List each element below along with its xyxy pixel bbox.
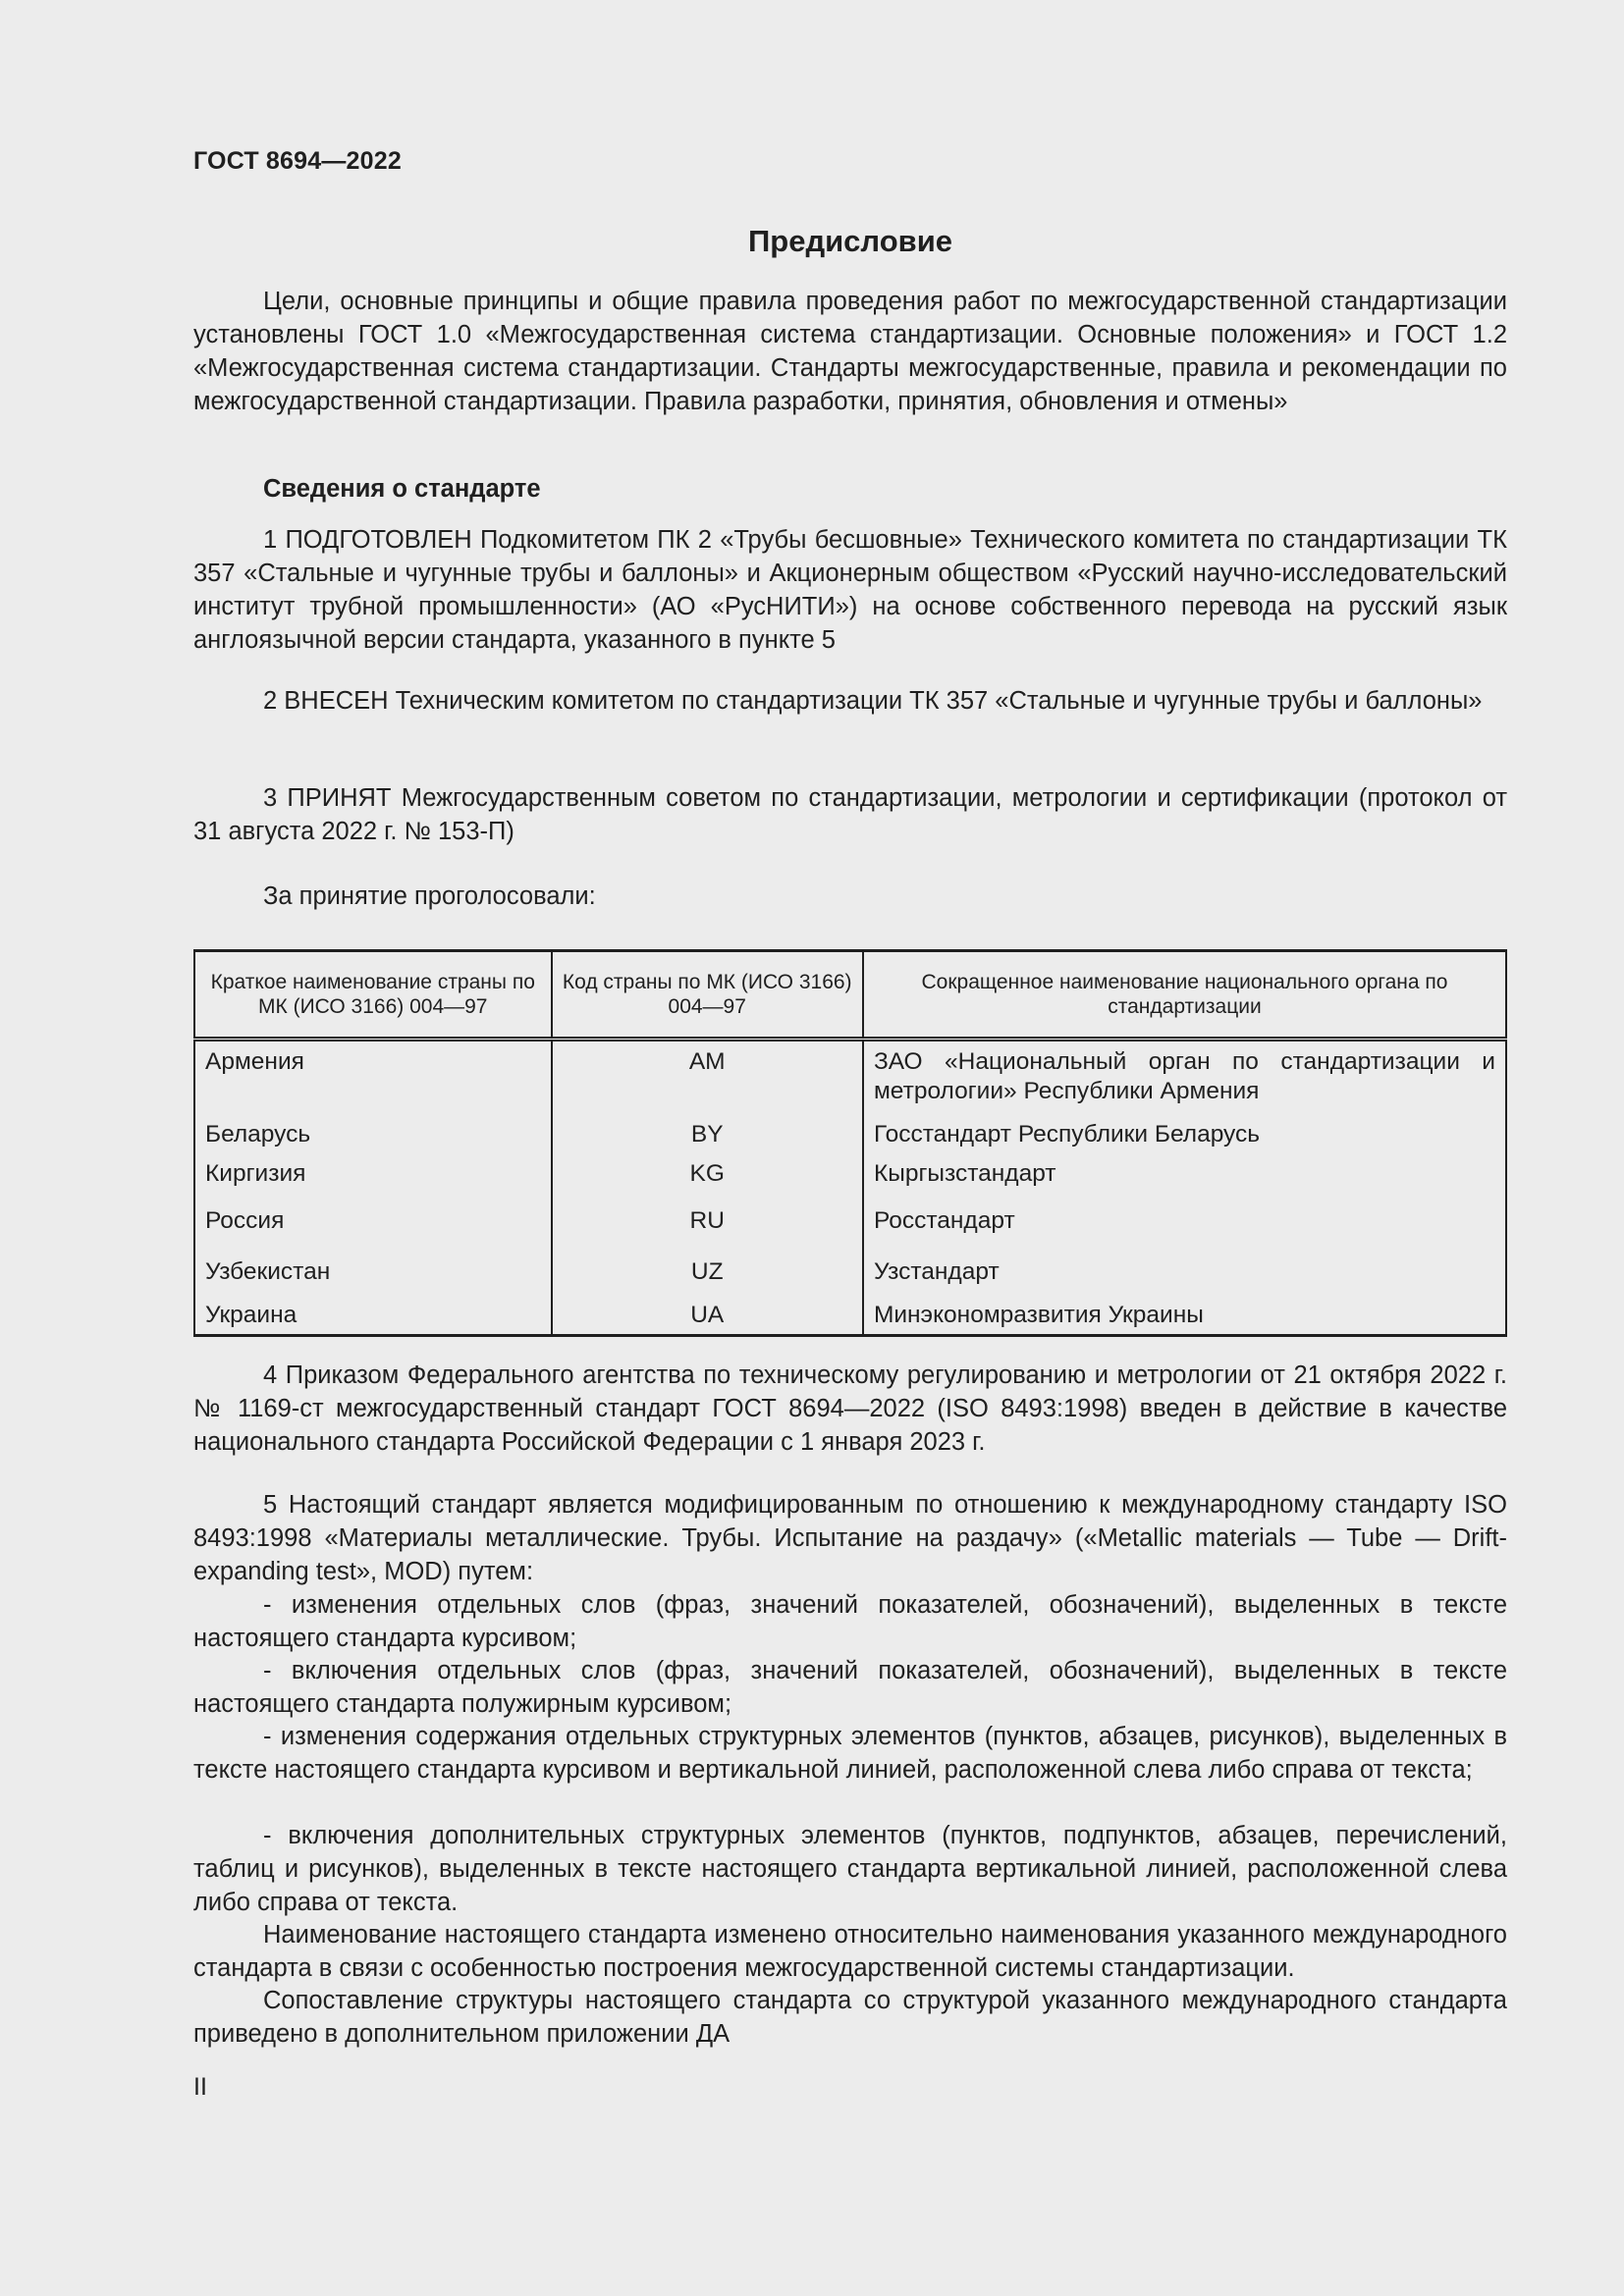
country-cell: Армения xyxy=(194,1040,552,1120)
list-item: - включения дополнительных структурных элементов (пунктов, подпунктов, абзацев, перечислений, таблиц и рисунков), выделенных в тексте настоящего стандарта вертикальной линией, расположенной слева либо справа от текста. xyxy=(193,1822,1507,1916)
code-cell: KG xyxy=(552,1159,863,1206)
paragraph-structure: Сопоставление структуры настоящего стандарта со структурой указанного международного стандарта приведено в дополнительном приложении ДА xyxy=(193,1987,1507,2048)
country-cell: Россия xyxy=(194,1206,552,1257)
country-cell: Беларусь xyxy=(194,1120,552,1159)
table-row xyxy=(194,1120,1506,1159)
table-row xyxy=(194,1206,1506,1257)
list-item: - изменения отдельных слов (фраз, значений показателей, обозначений), выделенных в тексте настоящего стандарта курсивом; xyxy=(193,1591,1507,1652)
paragraph-name-change: Наименование настоящего стандарта изменено относительно наименования указанного международного стандарта в связи с особенностью построения межгосударственной системы стандартизации. xyxy=(193,1921,1507,1982)
code-cell: AM xyxy=(552,1040,863,1120)
organ-cell: Госстандарт Республики Беларусь xyxy=(863,1120,1506,1159)
page-number: II xyxy=(193,2073,207,2101)
country-cell: Украина xyxy=(194,1301,552,1336)
organ-cell: ЗАО «Национальный орган по стандартизации и метрологии» Республики Армения xyxy=(863,1040,1506,1120)
code-cell: RU xyxy=(552,1206,863,1257)
country-cell: Киргизия xyxy=(194,1159,552,1206)
organ-cell: Минэкономразвития Украины xyxy=(863,1301,1506,1336)
info-heading: Сведения о стандарте xyxy=(263,475,541,503)
document-code: ГОСТ 8694—2022 xyxy=(193,147,402,175)
column-header-country: Краткое наименование страны по МК (ИСО 3166) 004—97 xyxy=(194,951,552,1040)
voting-table xyxy=(193,949,1507,1337)
list-item: - включения отдельных слов (фраз, значений показателей, обозначений), выделенных в тексте настоящего стандарта полужирным курсивом; xyxy=(193,1657,1507,1718)
column-header-code: Код страны по МК (ИСО 3166) 004—97 xyxy=(552,951,863,1040)
paragraph-1: 1 ПОДГОТОВЛЕН Подкомитетом ПК 2 «Трубы бесшовные» Технического комитета по стандартизации ТК 357 «Стальные и чугунные трубы и баллоны» и Акционерным обществом «Русский научно-исследовательский институт трубной промышленности» (АО «РусНИТИ») на основе собственного перевода на русский язык англоязычной версии стандарта, указанного в пункте 5 xyxy=(193,526,1507,654)
code-cell: BY xyxy=(552,1120,863,1159)
organ-cell: Узстандарт xyxy=(863,1257,1506,1301)
vote-intro: За принятие проголосовали: xyxy=(263,882,596,910)
table-row xyxy=(194,1301,1506,1336)
column-header-organ: Сокращенное наименование национального органа по стандартизации xyxy=(863,951,1506,1040)
table-header-row xyxy=(194,951,1506,1040)
table-row xyxy=(194,1159,1506,1206)
code-cell: UZ xyxy=(552,1257,863,1301)
voting-table-wrapper xyxy=(193,949,1507,1337)
intro-paragraph: Цели, основные принципы и общие правила проведения работ по межгосударственной стандартизации установлены ГОСТ 1.0 «Межгосударственная система стандартизации. Основные положения» и ГОСТ 1.2 «Межгосударственная система стандартизации. Стандарты межгосударственные, правила и рекомендации по межгосударственной стандартизации. Правила разработки, принятия, обновления и отмены» xyxy=(193,288,1507,415)
table-row xyxy=(194,1040,1506,1120)
page-title: Предисловие xyxy=(747,224,952,258)
code-cell: UA xyxy=(552,1301,863,1336)
list-item: - изменения содержания отдельных структурных элементов (пунктов, абзацев, рисунков), выделенных в тексте настоящего стандарта курсивом и вертикальной линией, расположенной слева либо справа от текста; xyxy=(193,1723,1507,1784)
paragraph-4: 4 Приказом Федерального агентства по техническому регулированию и метрологии от 21 октября 2022 г. № 1169-ст межгосударственный стандарт ГОСТ 8694—2022 (ISO 8493:1998) введен в действие в качестве национального стандарта Российской Федерации с 1 января 2023 г. xyxy=(193,1362,1507,1456)
paragraph-5: 5 Настоящий стандарт является модифицированным по отношению к международному стандарту ISO 8493:1998 «Материалы металлические. Трубы. Испытание на раздачу» («Metallic materials — Tube — Drift-expanding test», MOD) путем: xyxy=(193,1491,1507,1585)
country-cell: Узбекистан xyxy=(194,1257,552,1301)
paragraph-3: 3 ПРИНЯТ Межгосударственным советом по стандартизации, метрологии и сертификации (протокол от 31 августа 2022 г. № 153-П) xyxy=(193,784,1507,845)
organ-cell: Кыргызстандарт xyxy=(863,1159,1506,1206)
paragraph-2: 2 ВНЕСЕН Техническим комитетом по стандартизации ТК 357 «Стальные и чугунные трубы и баллоны» xyxy=(263,687,1483,715)
table-row xyxy=(194,1257,1506,1301)
organ-cell: Росстандарт xyxy=(863,1206,1506,1257)
